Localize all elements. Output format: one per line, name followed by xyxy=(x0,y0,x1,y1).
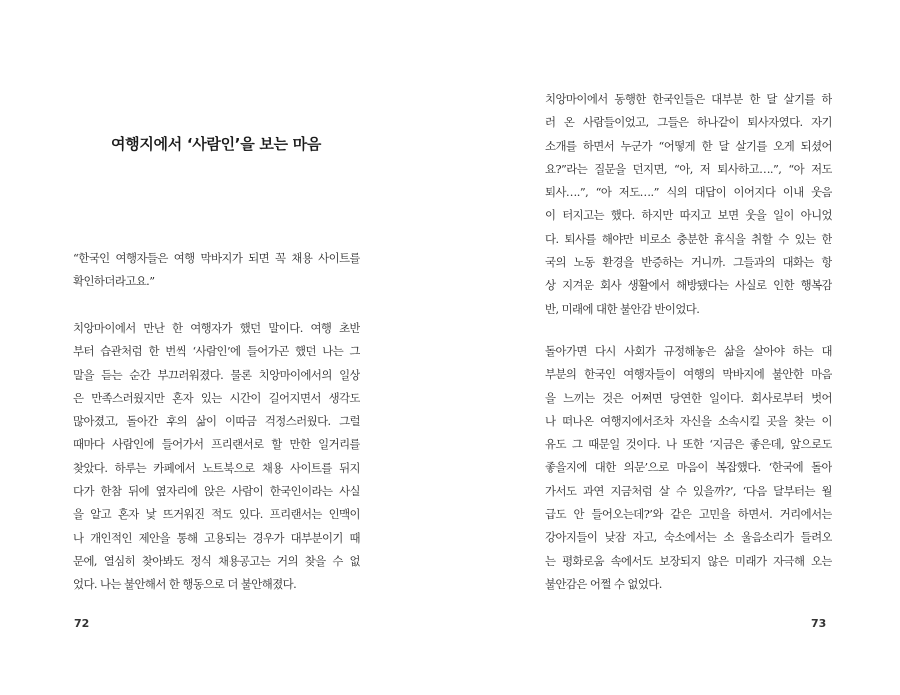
text-line: 가서도 과연 지금처럼 살 수 있을까?’, ‘다음 달부터는 월 xyxy=(545,483,832,498)
body-paragraph xyxy=(73,317,360,597)
text-line: 러 온 사람들이었고, 그들은 하나같이 퇴사자였다. 자기 xyxy=(545,115,832,130)
text-line: 소개를 하면서 누군가 “어떻게 한 달 살기를 오게 되셨어 xyxy=(545,138,832,153)
text-line: 국의 노동 환경을 반증하는 거니까. 그들과의 대화는 항 xyxy=(545,255,832,270)
text-line: 는 평화로움 속에서도 보장되지 않은 미래가 자극해 오는 xyxy=(545,553,832,568)
page-number-left: 72 xyxy=(74,617,90,630)
text-line: 나 개인적인 제안을 통해 고용되는 경우가 대부분이기 때 xyxy=(73,530,360,545)
text-line: 요?”라는 질문을 던지면, “아, 저 퇴사하고….”, “아 저도 xyxy=(545,161,832,176)
text-line: 때마다 사람인에 들어가서 프리랜서로 할 만한 일거리를 xyxy=(73,437,360,452)
text-line: 불안감은 어쩔 수 없었다. xyxy=(545,576,662,591)
text-line: 치앙마이에서 동행한 한국인들은 대부분 한 달 살기를 하 xyxy=(545,92,832,106)
text-line: 다. 퇴사를 해야만 비로소 충분한 휴식을 취할 수 있는 한 xyxy=(545,231,832,246)
quote-paragraph xyxy=(73,247,360,294)
text-line: 반, 미래에 대한 불안감 반이었다. xyxy=(545,301,700,316)
text-line: 상 지겨운 회사 생활에서 해방됐다는 사실로 인한 행복감 xyxy=(545,278,832,293)
text-line: 나 떠나온 여행지에서조차 자신을 소속시킬 곳을 찾는 이 xyxy=(545,413,832,428)
text-line: 급도 안 들어오는데?’와 같은 고민을 하면서. 거리에서는 xyxy=(545,507,832,522)
text-line: 었다. 나는 불안해서 한 행동으로 더 불안해졌다. xyxy=(73,577,297,592)
text-line: 문에, 열심히 찾아봐도 정식 채용공고는 거의 찾을 수 없 xyxy=(73,553,360,568)
chapter-title: 여행지에서 ‘사람인’을 보는 마음 xyxy=(110,135,322,153)
text-line: 퇴사….”, “아 저도….” 식의 대답이 이어지다 이내 웃음 xyxy=(545,185,832,200)
text-line: “한국인 여행자들은 여행 막바지가 되면 꼭 채용 사이트를 xyxy=(73,251,360,265)
text-line: 부분의 한국인 여행자들이 여행의 막바지에 불안한 마음 xyxy=(545,367,832,382)
text-line: 확인하더라고요.” xyxy=(73,274,155,289)
text-line: 찾았다. 하루는 카페에서 노트북으로 채용 사이트를 뒤지 xyxy=(73,460,360,475)
text-line: 이 터지고는 했다. 하지만 따지고 보면 웃을 일이 아니었 xyxy=(545,208,832,223)
text-line: 돌아가면 다시 사회가 규정해놓은 삶을 살아야 하는 대 xyxy=(545,344,832,358)
text-line: 다가 한참 뒤에 옆자리에 앉은 사람이 한국인이라는 사실 xyxy=(73,484,360,499)
text-line: 강아지들이 낮잠 자고, 숙소에서는 소 울음소리가 들려오 xyxy=(545,530,832,545)
body-paragraph xyxy=(545,88,832,321)
page-number-right: 73 xyxy=(811,617,827,630)
text-line: 치앙마이에서 만난 한 여행자가 했던 말이다. 여행 초반 xyxy=(73,321,360,335)
text-line: 부터 습관처럼 한 번씩 ‘사람인’에 들어가곤 했던 나는 그 xyxy=(73,344,360,359)
text-line: 많아졌고, 돌아간 후의 삶이 이따금 걱정스러웠다. 그럴 xyxy=(73,414,360,429)
text-line: 을 알고 혼자 낯 뜨거워진 적도 있다. 프리랜서는 인맥이 xyxy=(73,507,360,522)
text-line: 말을 듣는 순간 부끄러워졌다. 물론 치앙마이에서의 일상 xyxy=(73,367,360,382)
text-line: 을 느끼는 것은 어쩌면 당연한 일이다. 회사로부터 벗어 xyxy=(545,390,832,405)
text-line: 좋을지에 대한 의문’으로 마음이 복잡했다. ‘한국에 돌아 xyxy=(545,460,832,475)
text-line: 유도 그 때문일 것이다. 나 또한 ‘지금은 좋은데, 앞으로도 xyxy=(545,437,832,452)
text-line: 은 만족스러웠지만 혼자 있는 시간이 길어지면서 생각도 xyxy=(73,390,360,405)
body-paragraph xyxy=(545,340,832,596)
right-page xyxy=(450,0,900,695)
